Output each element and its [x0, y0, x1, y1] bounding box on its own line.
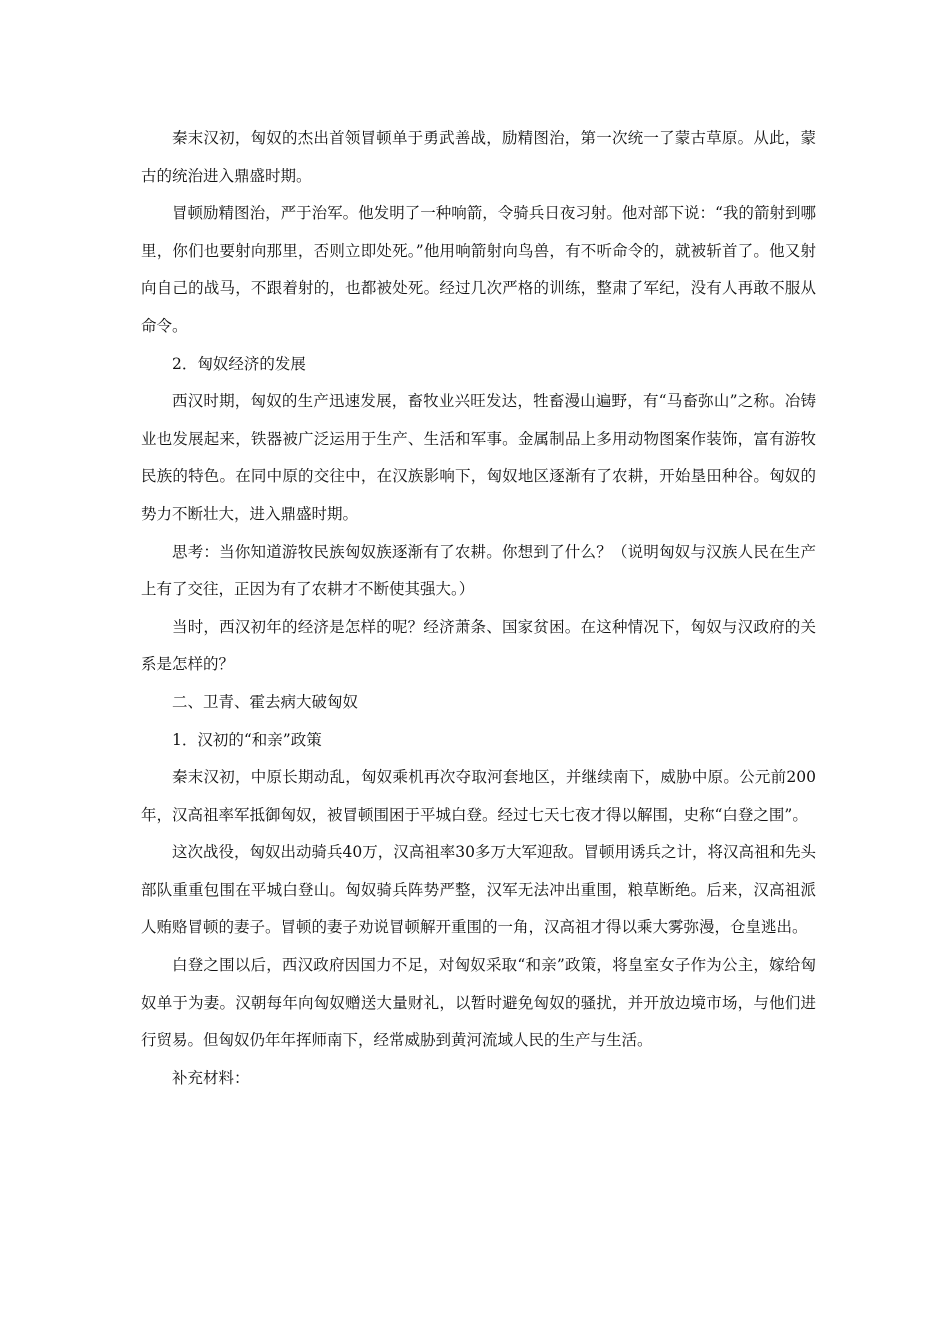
paragraph-heqin-details: 白登之围以后，西汉政府因国力不足，对匈奴采取“和亲”政策，将皇室女子作为公主，嫁给匈奴单于为妻。汉朝每年向匈奴赠送大量财礼，以暂时避免匈奴的骚扰，并开放边境市场，与他们进行贸易。但匈奴仍年年挥师南下，经常威胁到黄河流域人民的生产与生活。: [141, 956, 816, 1050]
paragraph-battle-details: 这次战役，匈奴出动骑兵40万，汉高祖率30多万大军迎敌。冒顿用诱兵之计，将汉高祖和先头部队重重包围在平城白登山。匈奴骑兵阵势严整，汉军无法冲出重围，粮草断绝。后来，汉高祖派人贿赂冒顿的妻子。冒顿的妻子劝说冒顿解开重围的一角，汉高祖才得以乘大雾弥漫，仓皇逃出。: [141, 843, 816, 937]
paragraph-baideng-siege: 秦末汉初，中原长期动乱，匈奴乘机再次夺取河套地区，并继续南下，威胁中原。公元前200年，汉高祖率军抵御匈奴，被冒顿围困于平城白登。经过七天七夜才得以解围，史称“白登之围”。: [141, 768, 816, 824]
paragraph-supplementary-material: 补充材料：: [172, 1068, 250, 1087]
document-body: [141, 120, 816, 1097]
paragraph-modu-military-discipline: 冒顿励精图治，严于治军。他发明了一种响箭，令骑兵日夜习射。他对部下说：“我的箭射到哪里，你们也要射向那里，否则立即处死。”他用响箭射向鸟兽，有不听命令的，就被斩首了。他又射向自己的战马，不跟着射的，也都被处死。经过几次严格的训练，整肃了军纪，没有人再敢不服从命令。: [141, 204, 816, 335]
paragraph-western-han-economy: 西汉时期，匈奴的生产迅速发展，畜牧业兴旺发达，牲畜漫山遍野，有“马畜弥山”之称。冶铸业也发展起来，铁器被广泛运用于生产、生活和军事。金属制品上多用动物图案作装饰，富有游牧民族的特色。在同中原的交往中，在汉族影响下，匈奴地区逐渐有了农耕，开始垦田种谷。匈奴的势力不断壮大，进入鼎盛时期。: [141, 392, 816, 523]
heading-heqin-policy: 1．汉初的“和亲”政策: [172, 730, 322, 749]
paragraph-think-question: 思考：当你知道游牧民族匈奴族逐渐有了农耕。你想到了什么？（说明匈奴与汉族人民在生产上有了交往，正因为有了农耕才不断使其强大。）: [141, 542, 816, 599]
heading-section-two: 二、卫青、霍去病大破匈奴: [172, 692, 359, 711]
paragraph-han-economy-question: 当时，西汉初年的经济是怎样的呢？经济萧条、国家贫困。在这种情况下，匈奴与汉政府的关系是怎样的？: [141, 617, 816, 674]
heading-xiongnu-economy: 2．匈奴经济的发展: [172, 354, 306, 373]
paragraph-modu-unifies-mongolia: 秦末汉初，匈奴的杰出首领冒顿单于勇武善战，励精图治，第一次统一了蒙古草原。从此，蒙古的统治进入鼎盛时期。: [141, 129, 816, 185]
